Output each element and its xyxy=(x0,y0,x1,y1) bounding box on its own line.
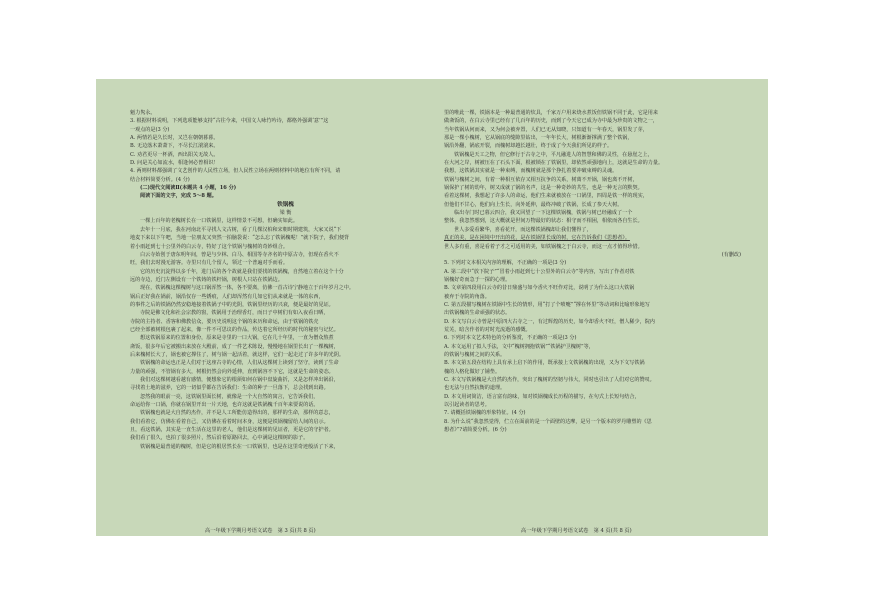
text-line: 魁力隽永。 xyxy=(130,110,156,116)
paragraph-line: 做斋饭的，在白云寺里已经有了几百年的历史，而到了今天它已成为寺中最为珍贵的文物之一， xyxy=(444,118,658,125)
paragraph-line: 去年十一月底，我在河南北平寻找人文古树，看了几棵汉柏和宋朝时期建筑，大家又说“下 xyxy=(140,226,342,233)
option-b: B. 无边落木萧萧下，不尽长江滚滚来。 xyxy=(130,143,219,150)
paragraph-line: 白云寺始创于唐东明年间，曾是与少林、白马、相国等寺齐名的中原古寺，但现在香火不 xyxy=(140,251,339,258)
option-a: A. 两情若是久长时，又岂在朝朝暮暮。 xyxy=(130,135,219,142)
paragraph-line: 命运给你一口锅，你就在锅里开出一片天地，也许这就是铁锅槐千百年来要说的话。 xyxy=(130,402,319,409)
paragraph-line: 铁锅槐是最普通的槐树，但是它的根居然长在一口铁锅里，也是在这里奇迹般活了下来， xyxy=(140,443,339,450)
paragraph-line: 但他们不甘心，他们向上生长，向外延伸，最终冲破了铁锅，长成了参天大树。 xyxy=(444,201,623,208)
section-heading: (二)现代文阅读Ⅱ(本题共 4 小题，16 分) xyxy=(140,185,237,192)
question-4: 4. 两则材料都强调了文艺创作的人民性立场，但人民性立场在两则材料中的地位有所不同，请 xyxy=(130,168,341,175)
option-a: A. 本文运用了拟人手法，文中“槐树拥抱铁锅”“铁锅护卫槐树”等， xyxy=(444,343,594,350)
option-line: 的铁锅与槐树之间的关系。 xyxy=(444,351,506,358)
paragraph-line: 的事件之后的铁锅仍然安稳地接着铁锅子中的光阴，铁锅里经历的兴衰，便是最好的见证。 xyxy=(130,301,334,308)
paragraph-line: 地麦下来以下午吧，当地一位朋友又突然一拍脑袋说：“怎么忘了铁锅槐呢！”就下院子，我们便背 xyxy=(130,235,350,242)
paragraph-line: 一棵上百年的老槐树长在一口铁锅里，这样情景不可想，但确实如此。 xyxy=(140,218,298,225)
paragraph-line: 忽然我的眼前一亮，这铁锅里面长树，就像是一个大自然的寓言，它告诉我们， xyxy=(140,393,319,400)
right-page-column xyxy=(444,109,755,434)
paragraph-line: 寺院是佛文化和社会宗教的窗，铁锅用于治理香灯，而日子中树们有如入夜看日晒， xyxy=(140,310,329,317)
paragraph-line: 铁锅与槐树之间，有着一种相互依存又相互抗争的关系，树离不开锅，锅也离不开树， xyxy=(444,176,638,183)
question-3: 3. 根据材料说明，下列选项能够支持“古往今来，中国文人咏竹吟诗，都格外强调‘意’”这 xyxy=(130,118,329,125)
left-page-footer: 高一年级下学期月考语文试卷 第 3 页(共 8 页) xyxy=(205,528,316,534)
option-a: A. 第二段中“放下院子”“冒着小雨赶到七十公里外的白云寺”等内容，写出了作者对铁 xyxy=(444,268,635,275)
paragraph-line: 现在，铁锅槐这棵槐树与这口锅浑然一体，各不要离，仿佛一首古诗宁静地立于百年岁月之中。 xyxy=(140,285,354,292)
source-note: (有删改) xyxy=(721,251,741,258)
paragraph-line: 旺，我们去时漫无游客。寺里只有几个留人，领过一个普遍对手而看。 xyxy=(130,260,288,267)
option-d: D. 问是关心如流水，相逢何必曾相识！ xyxy=(130,160,219,167)
paragraph-line: 铁锅槐的命运也正是人们对于这座古寺的心情，人们从这棵树上读到了坚守，读到了生命 xyxy=(140,360,339,367)
option-line: 槐的人格化做好了铺垫。 xyxy=(444,368,501,375)
paragraph-line: 远的寺边，近门左侧设有一个铁铸的铁杆锅，树根人只站在铁锅边。 xyxy=(130,276,283,283)
paragraph-line: 铁锅槐也就是大自然的杰作，并不是人工所能仿造得出的，那样的生命，那样的意志， xyxy=(140,410,334,417)
paragraph-line: 里的唯此一棵，铁锅本是一种最普通的炊具，千家万户用来烧水煮饭但铁锅不同于此，它是用来 xyxy=(444,110,658,116)
paragraph-line: 我们看了很久，也拍了很多照片，然后沿着原路回去，心中满是这棵树的影子。 xyxy=(130,435,309,442)
paragraph-line: 已经全部被树根包裹了起来，像一件不可思议的作品，传达着它所经历的时代的秘密与记忆。 xyxy=(130,326,339,333)
paragraph-line: 整体，我忽然想到，这大概就是世间万物最好的状态：相守而不相困，相依而各自生长。 xyxy=(444,218,643,225)
paragraph-line: 锅后正好我在锅前，锅沿仅存一些锈痕，人们却浑然有几如它们从来就是一体的东西， xyxy=(130,293,324,300)
paragraph-line: 后来槐树长大了，锅也被它撑住了，树与锅一起活着，就这样，它们一起走过了许多年的光阴。 xyxy=(130,351,344,358)
option-b: B. 文章第四段用白云寺的昔日鼎盛与如今香火不旺作对比，说明了为什么这口大铁锅 xyxy=(444,285,635,292)
paragraph-line: 着小雨赶到七十公里外的白云寺，特好了这个铁锅与槐树的奇妙组合。 xyxy=(130,243,288,250)
option-line: 以引起读者的思考。 xyxy=(444,402,490,409)
article-title: 铁锅槐 xyxy=(277,201,294,208)
question-line: 想者》”?请简要分析。(6 分) xyxy=(444,427,507,434)
paragraph-line: 当年铁锅从何而来，又为何会被弃置，人们已无从知晓，只知道有一年春天，锅里发了芽， xyxy=(444,126,648,133)
option-d: D. 本文用词简洁，语言富有韵味，如对铁锅槐成长历程的描写，在句式上长短句结合， xyxy=(444,393,640,400)
paragraph-line: 力量的顽强，不管锅有多大，树根仍然会向外延伸，直到锅容不下它，这就是生命的姿态。 xyxy=(130,368,334,375)
article-author: 梁 衡 xyxy=(279,210,292,217)
text-line: 结合材料简要分析。(4 分) xyxy=(130,176,190,183)
paragraph-line: 寺院的主持者、香客和佛教信众，要历史说明这个锅的来历和命运，由于铁锅的铁壳 xyxy=(130,318,319,325)
paragraph-line: 它的历史沉淀得以多千年，进门后的各个故就是我们要找的铁锅槐，自然地立着在这个十分 xyxy=(140,268,344,275)
paragraph-line: 斋饭，很多年后它被搬出来放在大殿前，成了一件艺术陈设，慢慢地在锅里长出了一棵槐树， xyxy=(130,343,339,350)
question-6: 6. 下列对本文艺术特色的分析鉴赏，不正确的一项是(3 分) xyxy=(444,335,577,342)
option-line: 也无法与自然抗衡的道理。 xyxy=(444,385,506,392)
paragraph-line: 世人多爱看繁华，喜看花开，而这棵铁锅槐却让我们懂得了， xyxy=(454,226,592,233)
paragraph-line: 我们对这棵树越看越有感情，便想象它的根须如何在锅中盘旋曲折，又是怎样冲出锅沿， xyxy=(140,377,339,383)
text-line: 一观点的是(3 分) xyxy=(130,126,170,133)
paragraph-line: 临出寺门时已暮云四合，我又回望了一下这棵铁锅槐，铁锅与树已经融成了一个 xyxy=(454,210,633,217)
exam-sheet xyxy=(96,79,768,536)
paragraph-line: 在大河之岸，树被压在了石头下面，根被锁在了铁锅里，却依然顽强地向上，这就是生命的力量。 xyxy=(444,160,664,167)
underlined-line: 真正的美，是在困境中开出的花，是在铁锅里长成的树，它在告诉我们《思想者》。 xyxy=(444,235,630,242)
paragraph-line: 看着这棵树，我想起了许多人的命运，他们生来就被放在一口锅里，四周是铁一样的现实， xyxy=(444,193,648,200)
right-page-footer: 高一年级下学期月考语文试卷 第 4 页(共 8 页) xyxy=(521,528,632,534)
option-line: 出铁锅槐的生命顽强的状态。 xyxy=(444,310,511,317)
question-7: 7. 请概括铁锅槐的形象特征。(4 分) xyxy=(444,410,526,417)
option-c: C. 劝君更尽一杯酒，西出阳关无故人。 xyxy=(130,151,219,158)
option-line: 锅槐好奇而急于一探的心理。 xyxy=(444,276,511,283)
option-b: B. 本文第五段在结构上具有承上启下的作用，既承接上文铁锅槐的出现，又为下文写铁锅 xyxy=(444,360,645,367)
paragraph-line: 想这铁锅原来的位置和身份，原来是寺里的一口大锅，它在几十年里，一直为僧众熬煮 xyxy=(140,335,334,342)
question-8: 8. 为什么说“我忽然觉得，伫立在面前的是一个面壁的达摩，是另一个版本的罗丹雕塑的《思 xyxy=(444,418,652,425)
option-d: D. 本文写白云寺曾是中原四大古寺之一，有过辉煌的历史，如今却香火不旺，僧人稀少，院内 xyxy=(444,318,655,325)
paragraph-line: 我们看着它，仿佛在看着自己，又仿佛在看着时间本身，这便是铁锅槐留给人间的启示。 xyxy=(130,418,329,425)
section-instruction: 阅读下面的文字，完成 5～8 题。 xyxy=(140,193,217,200)
paragraph-line: 我想，这铁锅其实就是一种束缚，而槐树就是那个挣扎着要冲破束缚的灵魂。 xyxy=(444,168,618,175)
question-5: 5. 下列对文本相关内容的理解，不正确的一项是(3 分) xyxy=(444,260,567,267)
option-c: C. 本文写铁锅槐是大自然的杰作，突出了槐树的坚韧与伟大，同时也引出了人们对它的赞叹。 xyxy=(444,377,655,383)
paragraph-line: 锅保护了树的幼年，树又成就了锅的名声，这是一种奇妙的共生，也是一种无言的默契。 xyxy=(444,185,643,192)
paragraph-line: 那是一棵小槐树，它从锅底的缝隙里钻出，一年年长大，树根渐渐撑满了整个铁锅， xyxy=(444,135,633,142)
option-line: 荒芜，暗含作者的对时光流逝的感慨。 xyxy=(444,326,531,333)
paragraph-line: 寻找着土地的滋养，它的一切似乎都在告诉我们：生命的种子一旦落下，总会找到出路。 xyxy=(130,385,329,392)
left-page-column xyxy=(130,109,441,451)
paragraph-line: 锅沿外翻，锅底开裂，而槐树却越长越壮，终于成了今天我们所见的样子。 xyxy=(444,143,613,150)
option-c: C. 第五段描写槐树在铁锅中生长的情形，用“打了个喷嚏”“撑在怀里”等动词和比喻形象地写 xyxy=(444,301,650,308)
paragraph-line: 世人多有重，喜是看着子才之可适用的美，如铁锅槐之于白云寺，而这一点才值得珍惜。 xyxy=(444,243,643,250)
paragraph-line: 且，看这铁锅，其实是一直生活在这里的老人，他们是这棵树的见证者，更是它的守护者。 xyxy=(130,427,334,434)
option-line: 被弃于寺院的角落。 xyxy=(444,293,490,300)
paragraph-line: 铁锅槐是天工之物，但它修行于古寺之中，平凡融进人的智慧和佛的灵性，在悬崖之上， xyxy=(454,151,653,158)
